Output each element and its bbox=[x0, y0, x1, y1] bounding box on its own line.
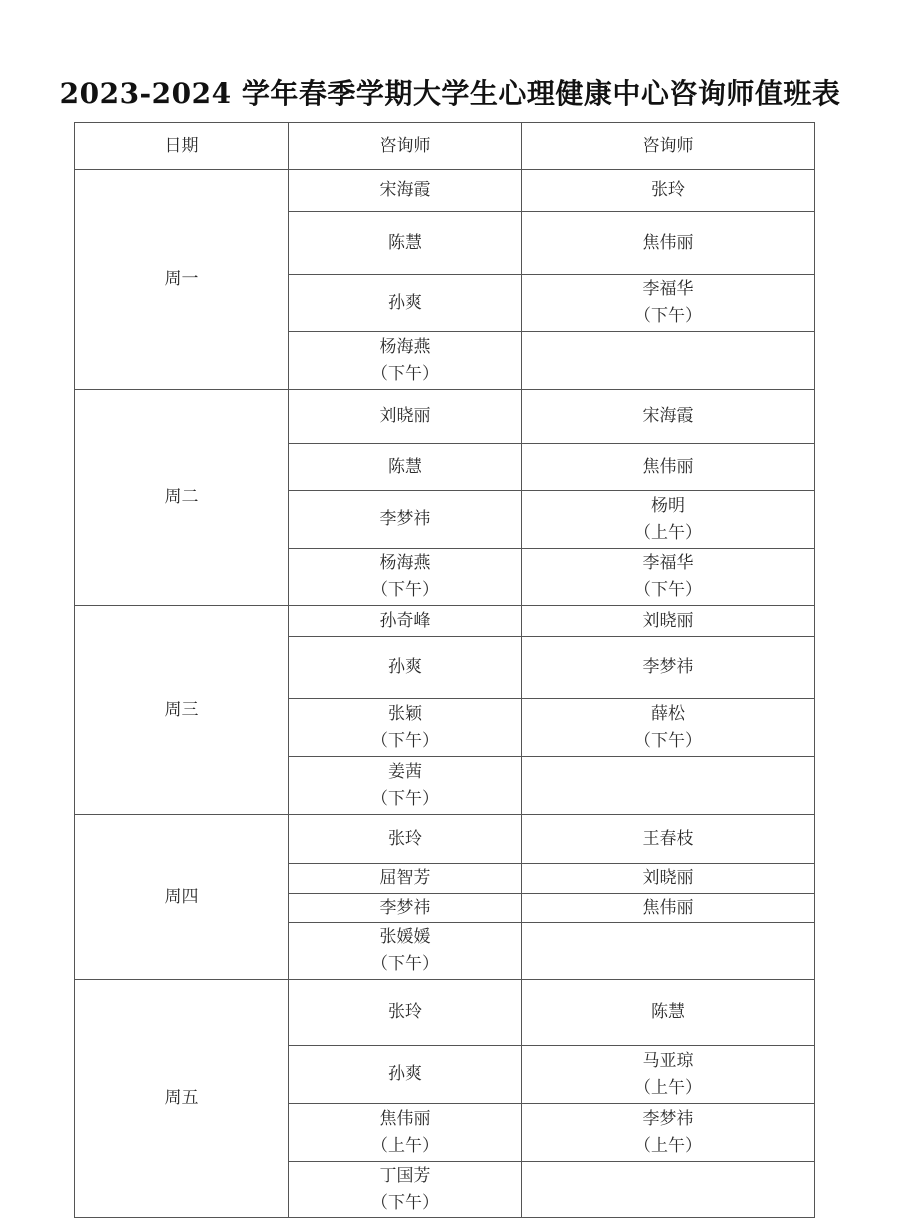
counselor-a-cell-name: 李梦祎 bbox=[379, 897, 431, 918]
header-counselor-b: 咨询师 bbox=[522, 123, 815, 170]
counselor-a-cell bbox=[289, 923, 522, 980]
shift-note: （下午） bbox=[634, 730, 702, 751]
counselor-b-cell bbox=[522, 275, 815, 332]
counselor-b-cell-name: 焦伟丽 bbox=[642, 897, 694, 918]
counselor-a-cell-name: 杨海燕 bbox=[379, 553, 431, 573]
counselor-a-cell-name: 张媛媛 bbox=[379, 927, 431, 947]
counselor-a-cell bbox=[289, 699, 522, 757]
counselor-a-cell bbox=[289, 390, 522, 444]
counselor-b-cell-name: 李福华 bbox=[642, 279, 694, 299]
counselor-a-cell bbox=[289, 894, 522, 923]
counselor-a-cell bbox=[289, 1104, 522, 1162]
schedule-row bbox=[75, 815, 815, 864]
schedule-row bbox=[75, 606, 815, 637]
counselor-b-cell bbox=[522, 606, 815, 637]
shift-note: （上午） bbox=[634, 1077, 702, 1098]
counselor-b-cell bbox=[522, 815, 815, 864]
schedule-row bbox=[75, 390, 815, 444]
counselor-b-cell bbox=[522, 390, 815, 444]
counselor-b-cell bbox=[522, 923, 815, 980]
day-label: 周二 bbox=[75, 390, 289, 606]
counselor-a-cell bbox=[289, 549, 522, 606]
counselor-b-cell bbox=[522, 1104, 815, 1162]
counselor-a-cell bbox=[289, 1162, 522, 1218]
counselor-b-cell bbox=[522, 637, 815, 699]
day-label: 周五 bbox=[75, 980, 289, 1218]
counselor-a-cell bbox=[289, 444, 522, 491]
header-counselor-a: 咨询师 bbox=[289, 123, 522, 170]
schedule-row bbox=[75, 980, 815, 1046]
shift-note: （下午） bbox=[634, 306, 702, 326]
counselor-b-cell-name: 杨明 bbox=[651, 495, 685, 516]
counselor-b-cell-name: 陈慧 bbox=[651, 1002, 685, 1022]
counselor-a-cell bbox=[289, 332, 522, 390]
counselor-b-cell bbox=[522, 894, 815, 923]
schedule-row bbox=[75, 170, 815, 212]
shift-note: （下午） bbox=[371, 788, 439, 809]
counselor-b-cell bbox=[522, 170, 815, 212]
counselor-a-cell bbox=[289, 212, 522, 275]
counselor-a-cell-name: 李梦祎 bbox=[379, 509, 431, 529]
counselor-b-cell-name: 焦伟丽 bbox=[642, 232, 694, 253]
shift-note: （下午） bbox=[371, 730, 439, 751]
counselor-a-cell bbox=[289, 815, 522, 864]
counselor-b-cell bbox=[522, 699, 815, 757]
shift-note: （上午） bbox=[634, 522, 702, 543]
counselor-a-cell-name: 丁国芳 bbox=[379, 1165, 431, 1186]
counselor-b-cell-name: 焦伟丽 bbox=[642, 456, 694, 477]
counselor-a-cell-name: 刘晓丽 bbox=[379, 406, 431, 426]
counselor-a-cell-name: 陈慧 bbox=[388, 232, 422, 253]
counselor-b-cell bbox=[522, 1162, 815, 1218]
counselor-a-cell bbox=[289, 606, 522, 637]
shift-note: （下午） bbox=[634, 580, 702, 600]
counselor-a-cell bbox=[289, 1046, 522, 1104]
counselor-a-cell-name: 张玲 bbox=[388, 1002, 422, 1022]
counselor-b-cell bbox=[522, 980, 815, 1046]
counselor-b-cell bbox=[522, 549, 815, 606]
counselor-a-cell-name: 孙奇峰 bbox=[379, 610, 431, 631]
counselor-a-cell-name: 宋海霞 bbox=[379, 180, 431, 200]
counselor-a-cell-name: 陈慧 bbox=[388, 456, 422, 477]
shift-note: （下午） bbox=[371, 580, 439, 600]
shift-note: （下午） bbox=[371, 954, 439, 974]
counselor-b-cell bbox=[522, 212, 815, 275]
counselor-a-cell bbox=[289, 637, 522, 699]
counselor-a-cell bbox=[289, 757, 522, 815]
counselor-a-cell-name: 焦伟丽 bbox=[379, 1108, 431, 1129]
duty-schedule-table bbox=[74, 122, 815, 1218]
counselor-a-cell bbox=[289, 980, 522, 1046]
counselor-b-cell bbox=[522, 757, 815, 815]
counselor-b-cell-name: 刘晓丽 bbox=[642, 610, 694, 631]
counselor-b-cell bbox=[522, 332, 815, 390]
header-date: 日期 bbox=[75, 123, 289, 170]
counselor-a-cell bbox=[289, 170, 522, 212]
counselor-a-cell-name: 孙爽 bbox=[388, 292, 422, 313]
counselor-a-cell-name: 孙爽 bbox=[388, 1064, 422, 1084]
counselor-b-cell-name: 刘晓丽 bbox=[642, 868, 694, 888]
counselor-a-cell bbox=[289, 275, 522, 332]
counselor-b-cell-name: 王春枝 bbox=[642, 828, 694, 849]
counselor-b-cell-name: 张玲 bbox=[651, 180, 685, 200]
schedule-body bbox=[75, 123, 815, 1218]
counselor-a-cell-name: 张玲 bbox=[388, 828, 422, 849]
counselor-b-cell-name: 李梦祎 bbox=[642, 657, 694, 677]
shift-note: （上午） bbox=[634, 1135, 702, 1156]
day-label: 周一 bbox=[75, 170, 289, 390]
day-label: 周四 bbox=[75, 815, 289, 980]
counselor-b-cell bbox=[522, 444, 815, 491]
counselor-a-cell-name: 屈智芳 bbox=[379, 868, 431, 888]
counselor-a-cell-name: 姜茜 bbox=[388, 761, 422, 782]
counselor-b-cell bbox=[522, 1046, 815, 1104]
counselor-b-cell bbox=[522, 491, 815, 549]
counselor-b-cell bbox=[522, 864, 815, 894]
shift-note: （下午） bbox=[371, 1192, 439, 1213]
shift-note: （下午） bbox=[371, 363, 439, 384]
counselor-a-cell-name: 杨海燕 bbox=[379, 336, 431, 357]
header-row bbox=[75, 123, 815, 170]
counselor-b-cell-name: 薛松 bbox=[651, 703, 685, 724]
counselor-a-cell-name: 孙爽 bbox=[388, 657, 422, 677]
counselor-b-cell-name: 李福华 bbox=[642, 553, 694, 573]
counselor-b-cell-name: 李梦祎 bbox=[642, 1108, 694, 1129]
counselor-b-cell-name: 宋海霞 bbox=[642, 406, 694, 426]
day-label: 周三 bbox=[75, 606, 289, 815]
counselor-a-cell bbox=[289, 864, 522, 894]
counselor-a-cell bbox=[289, 491, 522, 549]
page-title: 2023-2024 学年春季学期大学生心理健康中心咨询师值班表 bbox=[59, 77, 841, 110]
counselor-a-cell-name: 张颖 bbox=[388, 703, 422, 724]
shift-note: （上午） bbox=[371, 1135, 439, 1156]
counselor-b-cell-name: 马亚琼 bbox=[642, 1050, 694, 1071]
